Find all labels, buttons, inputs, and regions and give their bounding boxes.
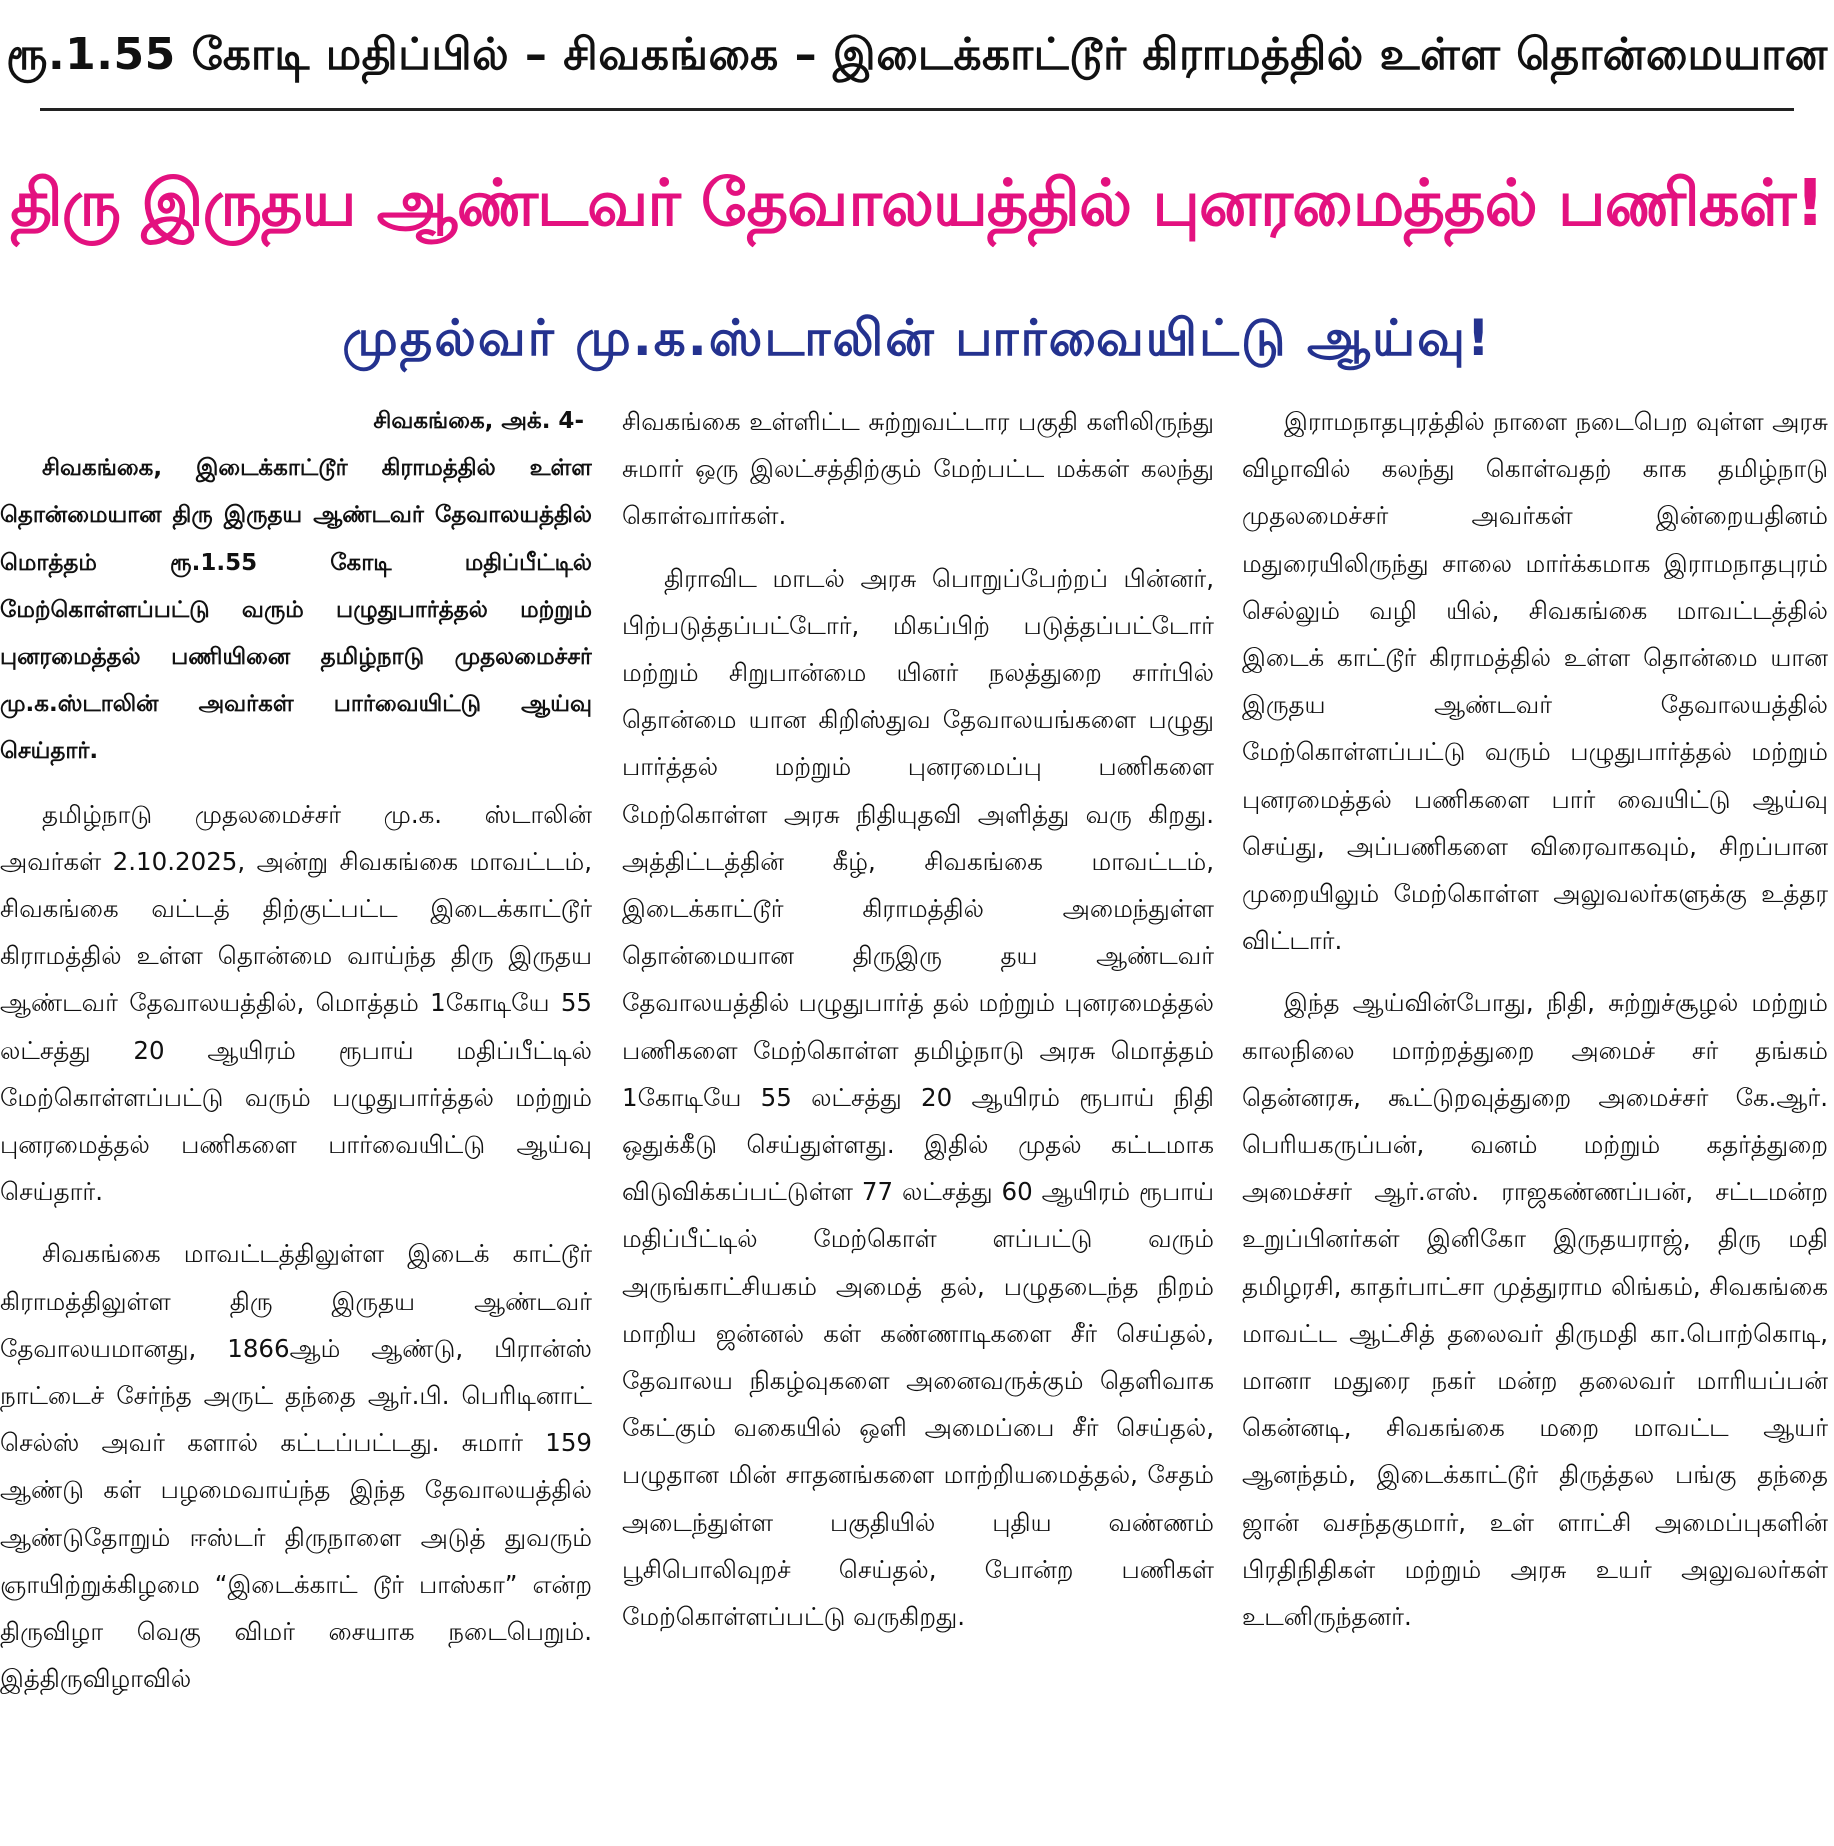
body-paragraph: சிவகங்கை உள்ளிட்ட சுற்றுவட்டார பகுதி களிலிருந்து சுமார் ஒரு இலட்சத்திற்கும் மேற்பட்ட மக்கள் கலந்து கொள்வார்கள். — [622, 407, 1214, 531]
lead-paragraph: சிவகங்கை, இடைக்காட்டூர் கிராமத்தில் உள்ள தொன்மையான திரு இருதய ஆண்டவர் தேவாலயத்தில் மொத்தம் ரூ.1.55 கோடி மதிப்பீட்டில் மேற்கொள்ளப்பட்டு வரும் பழுதுபார்த்தல் மற்றும் புனரமைத்தல் பணியினை தமிழ்நாடு முதலமைச்சர் மு.க.ஸ்டாலின் அவர்கள் பார்வையிட்டு ஆய்வு செய்தார். — [0, 455, 592, 765]
article-column-2 — [622, 398, 1214, 1838]
headline: திரு இருதய ஆண்டவர் தேவாலயத்தில் புனரமைத்தல் பணிகள்! — [10, 167, 1824, 241]
dateline: சிவகங்கை, அக். 4- — [373, 408, 584, 434]
body-paragraph: சிவகங்கை மாவட்டத்திலுள்ள இடைக் காட்டூர் கிராமத்திலுள்ள திரு இருதய ஆண்டவர் தேவாலயமானது, 1866ஆம் ஆண்டு, பிரான்ஸ் நாட்டைச் சேர்ந்த அருட் தந்தை ஆர்.பி. பெரிடினாட் செல்ஸ் அவர் களால் கட்டப்பட்டது. சுமார் 159 ஆண்டு கள் பழமைவாய்ந்த இந்த தேவாலயத்தில் ஆண்டுதோறும் ஈஸ்டர் திருநாளை அடுத் துவரும் ஞாயிற்றுக்கிழமை “இடைக்காட் டூர் பாஸ்கா” என்ற திருவிழா வெகு விமர் சையாக நடைபெறும். இத்திருவிழாவில் — [0, 1239, 592, 1694]
body-paragraph: தமிழ்நாடு முதலமைச்சர் மு.க. ஸ்டாலின் அவர்கள் 2.10.2025, அன்று சிவகங்கை மாவட்டம், சிவகங்கை வட்டத் திற்குட்பட்ட இடைக்காட்டூர் கிராமத்தில் உள்ள தொன்மை வாய்ந்த திரு இருதய ஆண்டவர் தேவாலயத்தில், மொத்தம் 1கோடியே 55 லட்சத்து 20 ஆயிரம் ரூபாய் மதிப்பீட்டில் மேற்கொள்ளப்பட்டு வரும் பழுதுபார்த்தல் மற்றும் புனரமைத்தல் பணிகளை பார்வையிட்டு ஆய்வு செய்தார். — [0, 799, 592, 1207]
subheadline: முதல்வர் மு.க.ஸ்டாலின் பார்வையிட்டு ஆய்வு! — [342, 309, 1492, 367]
divider-rule — [40, 108, 1794, 111]
body-paragraph: இந்த ஆய்வின்போது, நிதி, சுற்றுச்சூழல் மற்றும் காலநிலை மாற்றத்துறை அமைச் சர் தங்கம் தென்னரசு, கூட்டுறவுத்துறை அமைச்சர் கே.ஆர். பெரியகருப்பன், வனம் மற்றும் கதர்த்துறை அமைச்சர் ஆர்.எஸ். ராஜகண்ணப்பன், சட்டமன்ற உறுப்பினர்கள் இனிகோ இருதயராஜ், திரு மதி தமிழரசி, காதர்பாட்சா முத்துராம லிங்கம், சிவகங்கை மாவட்ட ஆட்சித் தலைவர் திருமதி கா.பொற்கொடி, மானா மதுரை நகர் மன்ற தலைவர் மாரியப்பன் கென்னடி, சிவகங்கை மறை மாவட்ட ஆயர் ஆனந்தம், இடைக்காட்டூர் திருத்தல பங்கு தந்தை ஜான் வசந்தகுமார், உள் ளாட்சி அமைப்புகளின் பிரதிநிதிகள் மற்றும் அரசு உயர் அலுவலர்கள் உடனிருந்தனர். — [1242, 988, 1828, 1632]
body-paragraph: இராமநாதபுரத்தில் நாளை நடைபெற வுள்ள அரசு விழாவில் கலந்து கொள்வதற் காக தமிழ்நாடு முதலமைச்சர் அவர்கள் இன்றையதினம் மதுரையிலிருந்து சாலை மார்க்கமாக இராமநாதபுரம் செல்லும் வழி யில், சிவகங்கை மாவட்டத்தில் இடைக் காட்டூர் கிராமத்தில் உள்ள தொன்மை யான இருதய ஆண்டவர் தேவாலயத்தில் மேற்கொள்ளப்பட்டு வரும் பழுதுபார்த்தல் மற்றும் புனரமைத்தல் பணிகளை பார் வையிட்டு ஆய்வு செய்து, அப்பணிகளை விரைவாகவும், சிறப்பான முறையிலும் மேற்கொள்ள அலுவலர்களுக்கு உத்தர விட்டார். — [1242, 407, 1828, 956]
article-column-1 — [0, 398, 592, 1838]
kicker-line: ரூ.1.55 கோடி மதிப்பில் – சிவகங்கை – இடைக்காட்டூர் கிராமத்தில் உள்ள தொன்மையான — [6, 29, 1828, 80]
body-paragraph: திராவிட மாடல் அரசு பொறுப்பேற்றப் பின்னர், பிற்படுத்தப்பட்டோர், மிகப்பிற் படுத்தப்பட்டோர் மற்றும் சிறுபான்மை யினர் நலத்துறை சார்பில் தொன்மை யான கிறிஸ்துவ தேவாலயங்களை பழுது பார்த்தல் மற்றும் புனரமைப்பு பணிகளை மேற்கொள்ள அரசு நிதியுதவி அளித்து வரு கிறது. அத்திட்டத்தின் கீழ், சிவகங்கை மாவட்டம், இடைக்காட்டூர் கிராமத்தில் அமைந்துள்ள தொன்மையான திருஇரு தய ஆண்டவர் தேவாலயத்தில் பழுதுபார்த் தல் மற்றும் புனரமைத்தல் பணிகளை மேற்கொள்ள தமிழ்நாடு அரசு மொத்தம் 1கோடியே 55 லட்சத்து 20 ஆயிரம் ரூபாய் நிதி ஒதுக்கீடு செய்துள்ளது. இதில் முதல் கட்டமாக விடுவிக்கப்பட்டுள்ள 77 லட்சத்து 60 ஆயிரம் ரூபாய் மதிப்பீட்டில் மேற்கொள் ளப்பட்டு வரும் அருங்காட்சியகம் அமைத் தல், பழுதடைந்த நிறம் மாறிய ஜன்னல் கள் கண்ணாடிகளை சீர் செய்தல், தேவாலய நிகழ்வுகளை அனைவருக்கும் தெளிவாக கேட்கும் வகையில் ஒளி அமைப்பை சீர் செய்தல், பழுதான மின் சாதனங்களை மாற்றியமைத்தல், சேதம் அடைந்துள்ள பகுதியில் புதிய வண்ணம் பூசிபொலிவுறச் செய்தல், போன்ற பணிகள் மேற்கொள்ளப்பட்டு வருகிறது. — [622, 563, 1214, 1632]
article-column-3 — [1242, 398, 1828, 1838]
